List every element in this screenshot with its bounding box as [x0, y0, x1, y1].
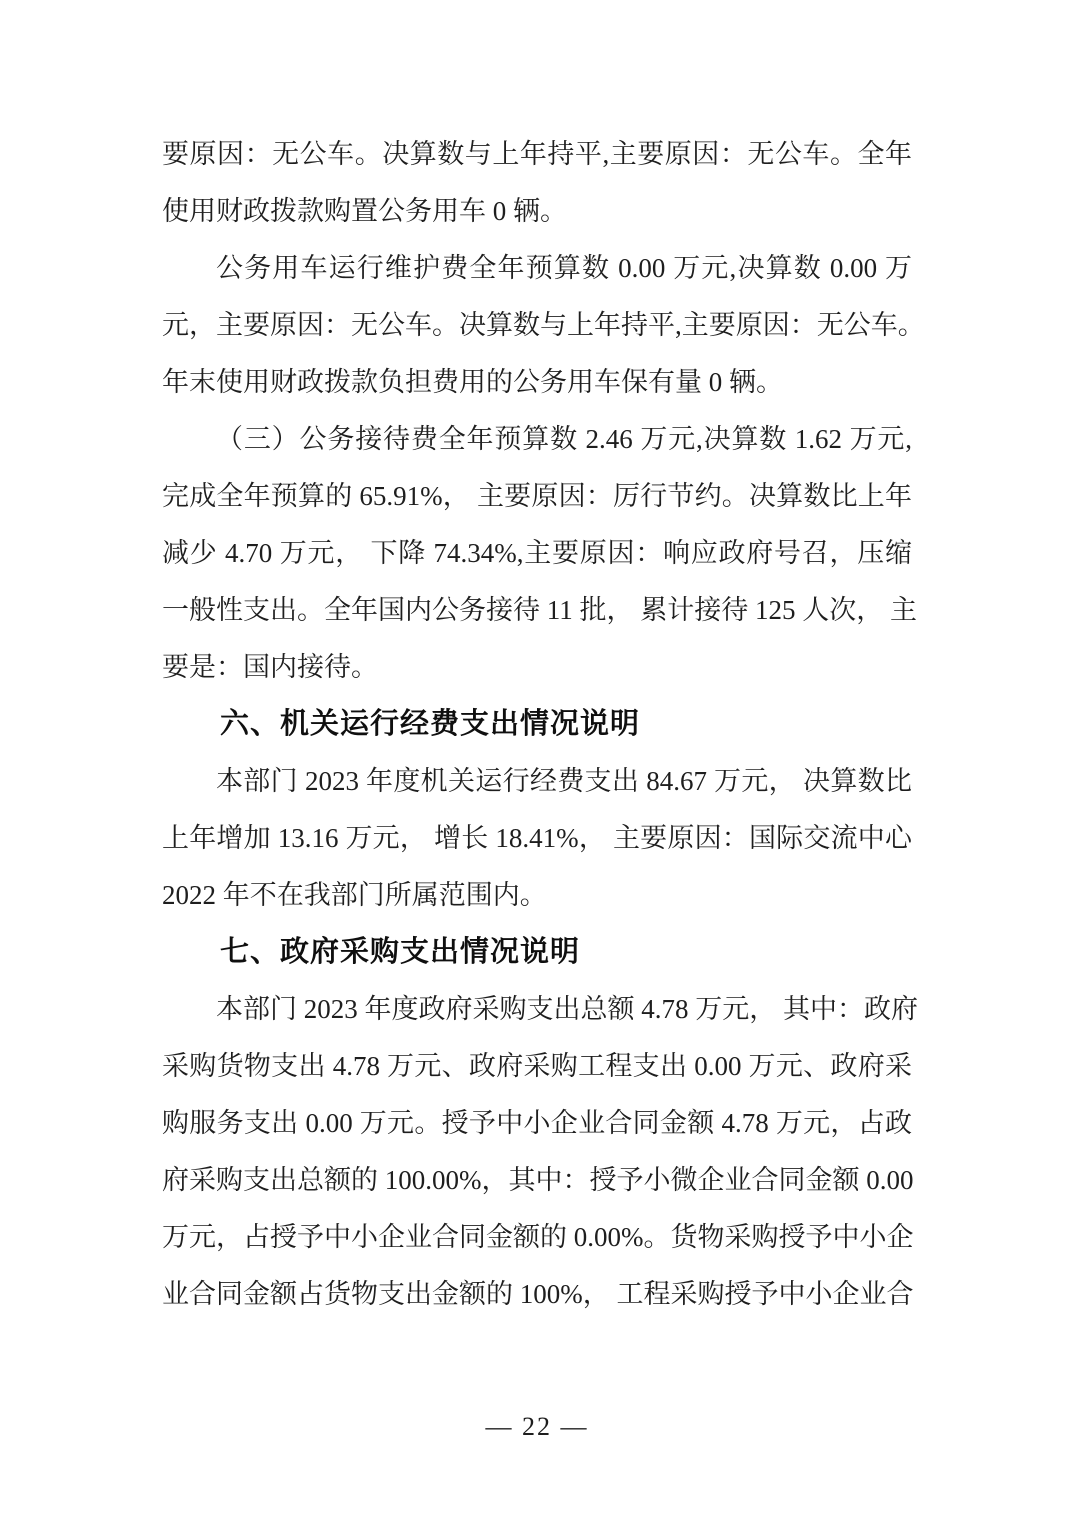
text-line: 一般性支出。全年国内公务接待 11 批， 累计接待 125 人次， 主: [162, 595, 917, 625]
text-line: 元，主要原因：无公车。决算数与上年持平,主要原因：无公车。: [162, 310, 925, 340]
text-line: 使用财政拨款购置公务用车 0 辆。: [162, 196, 567, 226]
text-line: 年末使用财政拨款负担费用的公务用车保有量 0 辆。: [162, 367, 783, 397]
text-line: 万元，占授予中小企业合同金额的 0.00%。货物采购授予中小企: [162, 1222, 914, 1252]
text-line: 上年增加 13.16 万元， 增长 18.41%， 主要原因：国际交流中心: [162, 823, 912, 853]
text-line: 公务用车运行维护费全年预算数 0.00 万元,决算数 0.00 万: [216, 253, 912, 283]
text-line: 购服务支出 0.00 万元。授予中小企业合同金额 4.78 万元，占政: [162, 1108, 912, 1138]
text-line: 2022 年不在我部门所属范围内。: [162, 880, 547, 910]
text-line: 采购货物支出 4.78 万元、政府采购工程支出 0.00 万元、政府采: [162, 1051, 912, 1081]
text-line: 要是：国内接待。: [162, 652, 378, 682]
text-line: （三）公务接待费全年预算数 2.46 万元,决算数 1.62 万元,: [216, 424, 912, 454]
section-heading-7: 七、政府采购支出情况说明: [220, 936, 581, 968]
text-line: 要原因：无公车。决算数与上年持平,主要原因：无公车。全年: [162, 139, 912, 169]
text-line: 府采购支出总额的 100.00%，其中：授予小微企业合同金额 0.00: [162, 1165, 914, 1195]
text-line: 本部门 2023 年度政府采购支出总额 4.78 万元， 其中：政府: [216, 994, 918, 1024]
page-number: — 22 —: [485, 1412, 589, 1441]
text-line: 完成全年预算的 65.91%， 主要原因：厉行节约。决算数比上年: [162, 481, 912, 511]
text-line: 业合同金额占货物支出金额的 100%， 工程采购授予中小企业合: [162, 1279, 914, 1309]
section-heading-6: 六、机关运行经费支出情况说明: [220, 708, 641, 740]
text-line: 减少 4.70 万元， 下降 74.34%,主要原因：响应政府号召，压缩: [162, 538, 912, 568]
document-body: [162, 126, 925, 1323]
text-line: 本部门 2023 年度机关运行经费支出 84.67 万元， 决算数比: [216, 766, 912, 796]
